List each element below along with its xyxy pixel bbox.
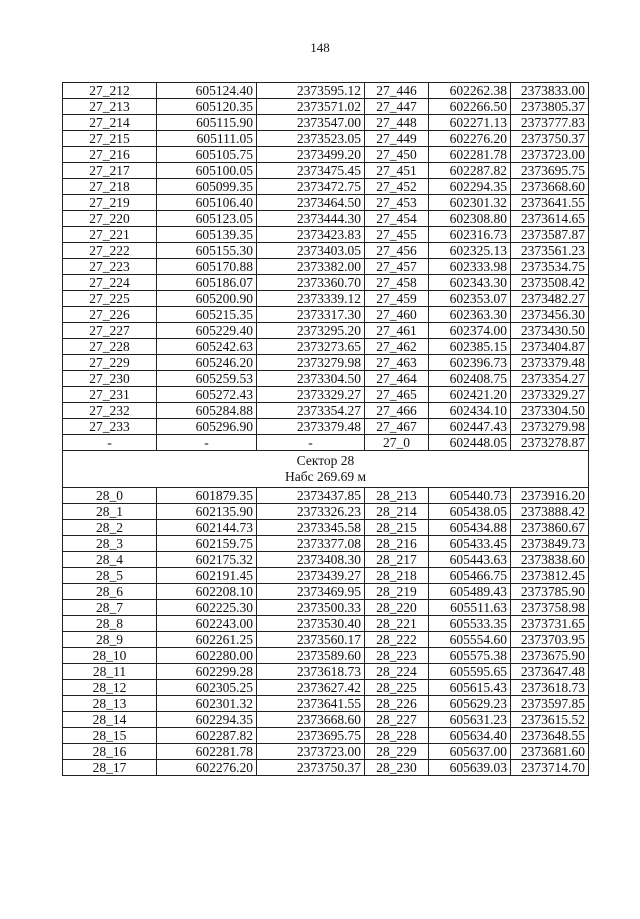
y-coord-cell: 2373403.05 <box>257 243 365 259</box>
x-coord-cell: 602276.20 <box>429 131 511 147</box>
y-coord-cell: 2373304.50 <box>511 403 589 419</box>
point-id-cell: 27_223 <box>63 259 157 275</box>
x-coord-cell: 605105.75 <box>157 147 257 163</box>
x-coord-cell: 602144.73 <box>157 520 257 536</box>
y-coord-cell: 2373777.83 <box>511 115 589 131</box>
x-coord-cell: 602261.25 <box>157 632 257 648</box>
x-coord-cell: 605466.75 <box>429 568 511 584</box>
x-coord-cell: 602343.30 <box>429 275 511 291</box>
table-row <box>63 291 589 307</box>
table-row <box>63 211 589 227</box>
y-coord-cell: 2373295.20 <box>257 323 365 339</box>
y-coord-cell: 2373382.00 <box>257 259 365 275</box>
point-id-cell: 27_216 <box>63 147 157 163</box>
point-id-cell: 27_462 <box>365 339 429 355</box>
x-coord-cell: 605639.03 <box>429 760 511 776</box>
sector-height: Набс 269.69 м <box>284 469 367 484</box>
point-id-cell: 27_467 <box>365 419 429 435</box>
point-id-cell: 27_463 <box>365 355 429 371</box>
x-coord-cell: 602421.20 <box>429 387 511 403</box>
x-coord-cell: 602225.30 <box>157 600 257 616</box>
y-coord-cell: 2373354.27 <box>511 371 589 387</box>
y-coord-cell: 2373618.73 <box>257 664 365 680</box>
point-id-cell: 27_233 <box>63 419 157 435</box>
y-coord-cell: 2373472.75 <box>257 179 365 195</box>
point-id-cell: 27_212 <box>63 83 157 99</box>
point-id-cell: 27_0 <box>365 435 429 451</box>
y-coord-cell: 2373326.23 <box>257 504 365 520</box>
table-row <box>63 259 589 275</box>
table-row <box>63 568 589 584</box>
y-coord-cell: 2373731.65 <box>511 616 589 632</box>
y-coord-cell: 2373523.05 <box>257 131 365 147</box>
y-coord-cell: 2373345.58 <box>257 520 365 536</box>
x-coord-cell: 602281.78 <box>429 147 511 163</box>
x-coord-cell: 605100.05 <box>157 163 257 179</box>
point-id-cell: 27_215 <box>63 131 157 147</box>
x-coord-cell: 602280.00 <box>157 648 257 664</box>
point-id-cell: 27_455 <box>365 227 429 243</box>
point-id-cell: 27_226 <box>63 307 157 323</box>
point-id-cell: 28_226 <box>365 696 429 712</box>
table-row <box>63 355 589 371</box>
x-coord-cell: 605124.40 <box>157 83 257 99</box>
point-id-cell: 27_228 <box>63 339 157 355</box>
point-id-cell: 28_2 <box>63 520 157 536</box>
x-coord-cell: 602294.35 <box>157 712 257 728</box>
x-coord-cell: 602396.73 <box>429 355 511 371</box>
x-coord-cell: 602333.98 <box>429 259 511 275</box>
y-coord-cell: 2373614.65 <box>511 211 589 227</box>
x-coord-cell: 602262.38 <box>429 83 511 99</box>
y-coord-cell: 2373482.27 <box>511 291 589 307</box>
y-coord-cell: 2373723.00 <box>511 147 589 163</box>
y-coord-cell: 2373849.73 <box>511 536 589 552</box>
table-row <box>63 664 589 680</box>
table-row <box>63 616 589 632</box>
x-coord-cell: 605215.35 <box>157 307 257 323</box>
x-coord-cell: 602374.00 <box>429 323 511 339</box>
x-coord-cell: 605115.90 <box>157 115 257 131</box>
y-coord-cell: 2373560.17 <box>257 632 365 648</box>
y-coord-cell: 2373587.87 <box>511 227 589 243</box>
point-id-cell: 28_11 <box>63 664 157 680</box>
x-coord-cell: 605106.40 <box>157 195 257 211</box>
y-coord-cell: 2373641.55 <box>257 696 365 712</box>
x-coord-cell: 605099.35 <box>157 179 257 195</box>
point-id-cell: 27_456 <box>365 243 429 259</box>
point-id-cell: 27_457 <box>365 259 429 275</box>
y-coord-cell: 2373329.27 <box>511 387 589 403</box>
table-row <box>63 435 589 451</box>
point-id-cell: 28_10 <box>63 648 157 664</box>
point-id-cell: 27_460 <box>365 307 429 323</box>
x-coord-cell: 602325.13 <box>429 243 511 259</box>
y-coord-cell: 2373408.30 <box>257 552 365 568</box>
y-coord-cell: - <box>257 435 365 451</box>
point-id-cell: 27_464 <box>365 371 429 387</box>
x-coord-cell: 602299.28 <box>157 664 257 680</box>
x-coord-cell: 605123.05 <box>157 211 257 227</box>
x-coord-cell: 605111.05 <box>157 131 257 147</box>
point-id-cell: 27_214 <box>63 115 157 131</box>
y-coord-cell: 2373404.87 <box>511 339 589 355</box>
x-coord-cell: 602447.43 <box>429 419 511 435</box>
sector-title: Сектор 28 <box>296 453 355 468</box>
x-coord-cell: 605438.05 <box>429 504 511 520</box>
y-coord-cell: 2373695.75 <box>257 728 365 744</box>
table-row <box>63 712 589 728</box>
table-row <box>63 275 589 291</box>
x-coord-cell: 602385.15 <box>429 339 511 355</box>
x-coord-cell: 605595.65 <box>429 664 511 680</box>
point-id-cell: 28_16 <box>63 744 157 760</box>
x-coord-cell: 602434.10 <box>429 403 511 419</box>
point-id-cell: 28_220 <box>365 600 429 616</box>
point-id-cell: 28_222 <box>365 632 429 648</box>
sector-header <box>63 451 589 488</box>
point-id-cell: 28_13 <box>63 696 157 712</box>
x-coord-cell: 605155.30 <box>157 243 257 259</box>
x-coord-cell: 602305.25 <box>157 680 257 696</box>
x-coord-cell: 605259.53 <box>157 371 257 387</box>
table-row <box>63 648 589 664</box>
x-coord-cell: 602276.20 <box>157 760 257 776</box>
table-row <box>63 403 589 419</box>
coordinates-table <box>62 82 589 776</box>
table-body-bottom <box>63 488 589 776</box>
y-coord-cell: 2373354.27 <box>257 403 365 419</box>
point-id-cell: 28_228 <box>365 728 429 744</box>
x-coord-cell: 605296.90 <box>157 419 257 435</box>
y-coord-cell: 2373508.42 <box>511 275 589 291</box>
y-coord-cell: 2373888.42 <box>511 504 589 520</box>
y-coord-cell: 2373589.60 <box>257 648 365 664</box>
y-coord-cell: 2373668.60 <box>257 712 365 728</box>
y-coord-cell: 2373423.83 <box>257 227 365 243</box>
x-coord-cell: 602266.50 <box>429 99 511 115</box>
x-coord-cell: 605443.63 <box>429 552 511 568</box>
x-coord-cell: 602281.78 <box>157 744 257 760</box>
y-coord-cell: 2373647.48 <box>511 664 589 680</box>
x-coord-cell: 602308.80 <box>429 211 511 227</box>
x-coord-cell: 605229.40 <box>157 323 257 339</box>
x-coord-cell: 602408.75 <box>429 371 511 387</box>
table-row <box>63 584 589 600</box>
y-coord-cell: 2373785.90 <box>511 584 589 600</box>
x-coord-cell: 605637.00 <box>429 744 511 760</box>
x-coord-cell: 605120.35 <box>157 99 257 115</box>
y-coord-cell: 2373430.50 <box>511 323 589 339</box>
x-coord-cell: 605634.40 <box>429 728 511 744</box>
point-id-cell: 27_449 <box>365 131 429 147</box>
y-coord-cell: 2373547.00 <box>257 115 365 131</box>
y-coord-cell: 2373750.37 <box>257 760 365 776</box>
x-coord-cell: 602271.13 <box>429 115 511 131</box>
x-coord-cell: 605186.07 <box>157 275 257 291</box>
point-id-cell: 28_227 <box>365 712 429 728</box>
point-id-cell: 27_448 <box>365 115 429 131</box>
point-id-cell: 28_1 <box>63 504 157 520</box>
y-coord-cell: 2373379.48 <box>511 355 589 371</box>
point-id-cell: 27_446 <box>365 83 429 99</box>
y-coord-cell: 2373838.60 <box>511 552 589 568</box>
point-id-cell: 27_454 <box>365 211 429 227</box>
point-id-cell: 28_8 <box>63 616 157 632</box>
point-id-cell: 28_223 <box>365 648 429 664</box>
table-row <box>63 696 589 712</box>
point-id-cell: 28_3 <box>63 536 157 552</box>
table-row <box>63 760 589 776</box>
point-id-cell: 28_17 <box>63 760 157 776</box>
y-coord-cell: 2373339.12 <box>257 291 365 307</box>
y-coord-cell: 2373561.23 <box>511 243 589 259</box>
point-id-cell: 28_4 <box>63 552 157 568</box>
point-id-cell: 28_15 <box>63 728 157 744</box>
point-id-cell: 28_12 <box>63 680 157 696</box>
y-coord-cell: 2373530.40 <box>257 616 365 632</box>
table-row <box>63 131 589 147</box>
y-coord-cell: 2373437.85 <box>257 488 365 504</box>
x-coord-cell: 602294.35 <box>429 179 511 195</box>
x-coord-cell: 605629.23 <box>429 696 511 712</box>
x-coord-cell: 605575.38 <box>429 648 511 664</box>
point-id-cell: 28_216 <box>365 536 429 552</box>
x-coord-cell: 602363.30 <box>429 307 511 323</box>
y-coord-cell: 2373534.75 <box>511 259 589 275</box>
y-coord-cell: 2373750.37 <box>511 131 589 147</box>
x-coord-cell: 602159.75 <box>157 536 257 552</box>
table-row <box>63 243 589 259</box>
point-id-cell: 27_232 <box>63 403 157 419</box>
x-coord-cell: 602287.82 <box>429 163 511 179</box>
table-body-top <box>63 83 589 451</box>
y-coord-cell: 2373723.00 <box>257 744 365 760</box>
point-id-cell: 27_217 <box>63 163 157 179</box>
y-coord-cell: 2373464.50 <box>257 195 365 211</box>
x-coord-cell: 605434.88 <box>429 520 511 536</box>
y-coord-cell: 2373648.55 <box>511 728 589 744</box>
y-coord-cell: 2373615.52 <box>511 712 589 728</box>
table-row <box>63 504 589 520</box>
y-coord-cell: 2373304.50 <box>257 371 365 387</box>
point-id-cell: 28_9 <box>63 632 157 648</box>
y-coord-cell: 2373805.37 <box>511 99 589 115</box>
table-row <box>63 744 589 760</box>
table-row <box>63 680 589 696</box>
table-row <box>63 115 589 131</box>
point-id-cell: 27_451 <box>365 163 429 179</box>
table-row <box>63 147 589 163</box>
table-row <box>63 536 589 552</box>
x-coord-cell: 602135.90 <box>157 504 257 520</box>
point-id-cell: 27_452 <box>365 179 429 195</box>
table-row <box>63 307 589 323</box>
y-coord-cell: 2373703.95 <box>511 632 589 648</box>
point-id-cell: 27_231 <box>63 387 157 403</box>
x-coord-cell: 605615.43 <box>429 680 511 696</box>
point-id-cell: 28_14 <box>63 712 157 728</box>
point-id-cell: 28_215 <box>365 520 429 536</box>
y-coord-cell: 2373618.73 <box>511 680 589 696</box>
point-id-cell: 27_453 <box>365 195 429 211</box>
table-row <box>63 419 589 435</box>
point-id-cell: 27_229 <box>63 355 157 371</box>
y-coord-cell: 2373456.30 <box>511 307 589 323</box>
x-coord-cell: 602175.32 <box>157 552 257 568</box>
point-id-cell: - <box>63 435 157 451</box>
table-row <box>63 728 589 744</box>
table-row <box>63 520 589 536</box>
x-coord-cell: 605170.88 <box>157 259 257 275</box>
x-coord-cell: 602316.73 <box>429 227 511 243</box>
table-row <box>63 488 589 504</box>
point-id-cell: 27_230 <box>63 371 157 387</box>
point-id-cell: 28_219 <box>365 584 429 600</box>
y-coord-cell: 2373758.98 <box>511 600 589 616</box>
point-id-cell: 27_466 <box>365 403 429 419</box>
table-row <box>63 552 589 568</box>
y-coord-cell: 2373475.45 <box>257 163 365 179</box>
y-coord-cell: 2373377.08 <box>257 536 365 552</box>
y-coord-cell: 2373278.87 <box>511 435 589 451</box>
point-id-cell: 27_459 <box>365 291 429 307</box>
point-id-cell: 28_214 <box>365 504 429 520</box>
point-id-cell: 28_225 <box>365 680 429 696</box>
y-coord-cell: 2373833.00 <box>511 83 589 99</box>
x-coord-cell: 602191.45 <box>157 568 257 584</box>
point-id-cell: 27_224 <box>63 275 157 291</box>
table-row <box>63 163 589 179</box>
y-coord-cell: 2373714.70 <box>511 760 589 776</box>
x-coord-cell: 605284.88 <box>157 403 257 419</box>
point-id-cell: 28_7 <box>63 600 157 616</box>
x-coord-cell: 602243.00 <box>157 616 257 632</box>
x-coord-cell: - <box>157 435 257 451</box>
table-row <box>63 83 589 99</box>
y-coord-cell: 2373439.27 <box>257 568 365 584</box>
point-id-cell: 28_5 <box>63 568 157 584</box>
point-id-cell: 28_224 <box>365 664 429 680</box>
x-coord-cell: 605272.43 <box>157 387 257 403</box>
point-id-cell: 27_461 <box>365 323 429 339</box>
x-coord-cell: 602208.10 <box>157 584 257 600</box>
y-coord-cell: 2373641.55 <box>511 195 589 211</box>
point-id-cell: 28_6 <box>63 584 157 600</box>
point-id-cell: 28_213 <box>365 488 429 504</box>
y-coord-cell: 2373444.30 <box>257 211 365 227</box>
point-id-cell: 27_447 <box>365 99 429 115</box>
y-coord-cell: 2373916.20 <box>511 488 589 504</box>
point-id-cell: 28_218 <box>365 568 429 584</box>
point-id-cell: 27_213 <box>63 99 157 115</box>
x-coord-cell: 602448.05 <box>429 435 511 451</box>
sector-row <box>63 451 589 488</box>
point-id-cell: 28_230 <box>365 760 429 776</box>
y-coord-cell: 2373675.90 <box>511 648 589 664</box>
x-coord-cell: 605631.23 <box>429 712 511 728</box>
x-coord-cell: 602301.32 <box>157 696 257 712</box>
x-coord-cell: 605440.73 <box>429 488 511 504</box>
sector-cell <box>63 451 589 488</box>
point-id-cell: 27_222 <box>63 243 157 259</box>
point-id-cell: 28_0 <box>63 488 157 504</box>
x-coord-cell: 602301.32 <box>429 195 511 211</box>
x-coord-cell: 605200.90 <box>157 291 257 307</box>
y-coord-cell: 2373860.67 <box>511 520 589 536</box>
table-row <box>63 387 589 403</box>
y-coord-cell: 2373597.85 <box>511 696 589 712</box>
point-id-cell: 27_227 <box>63 323 157 339</box>
y-coord-cell: 2373469.95 <box>257 584 365 600</box>
x-coord-cell: 605246.20 <box>157 355 257 371</box>
x-coord-cell: 605554.60 <box>429 632 511 648</box>
point-id-cell: 27_221 <box>63 227 157 243</box>
table-row <box>63 339 589 355</box>
point-id-cell: 27_219 <box>63 195 157 211</box>
x-coord-cell: 601879.35 <box>157 488 257 504</box>
table-row <box>63 179 589 195</box>
table-row <box>63 227 589 243</box>
table-row <box>63 371 589 387</box>
table-row <box>63 323 589 339</box>
x-coord-cell: 605489.43 <box>429 584 511 600</box>
point-id-cell: 27_458 <box>365 275 429 291</box>
point-id-cell: 28_221 <box>365 616 429 632</box>
x-coord-cell: 605139.35 <box>157 227 257 243</box>
x-coord-cell: 605511.63 <box>429 600 511 616</box>
x-coord-cell: 605433.45 <box>429 536 511 552</box>
point-id-cell: 27_220 <box>63 211 157 227</box>
point-id-cell: 28_229 <box>365 744 429 760</box>
y-coord-cell: 2373499.20 <box>257 147 365 163</box>
point-id-cell: 27_465 <box>365 387 429 403</box>
point-id-cell: 27_450 <box>365 147 429 163</box>
y-coord-cell: 2373279.98 <box>257 355 365 371</box>
y-coord-cell: 2373379.48 <box>257 419 365 435</box>
page-number: 148 <box>310 40 330 55</box>
x-coord-cell: 605242.63 <box>157 339 257 355</box>
y-coord-cell: 2373571.02 <box>257 99 365 115</box>
point-id-cell: 27_218 <box>63 179 157 195</box>
table-row <box>63 195 589 211</box>
y-coord-cell: 2373317.30 <box>257 307 365 323</box>
y-coord-cell: 2373360.70 <box>257 275 365 291</box>
x-coord-cell: 602353.07 <box>429 291 511 307</box>
y-coord-cell: 2373627.42 <box>257 680 365 696</box>
x-coord-cell: 605533.35 <box>429 616 511 632</box>
point-id-cell: 27_225 <box>63 291 157 307</box>
y-coord-cell: 2373500.33 <box>257 600 365 616</box>
x-coord-cell: 602287.82 <box>157 728 257 744</box>
y-coord-cell: 2373595.12 <box>257 83 365 99</box>
y-coord-cell: 2373279.98 <box>511 419 589 435</box>
y-coord-cell: 2373681.60 <box>511 744 589 760</box>
y-coord-cell: 2373812.45 <box>511 568 589 584</box>
y-coord-cell: 2373273.65 <box>257 339 365 355</box>
table-row <box>63 600 589 616</box>
point-id-cell: 28_217 <box>365 552 429 568</box>
table-row <box>63 99 589 115</box>
table-row <box>63 632 589 648</box>
y-coord-cell: 2373329.27 <box>257 387 365 403</box>
y-coord-cell: 2373695.75 <box>511 163 589 179</box>
y-coord-cell: 2373668.60 <box>511 179 589 195</box>
